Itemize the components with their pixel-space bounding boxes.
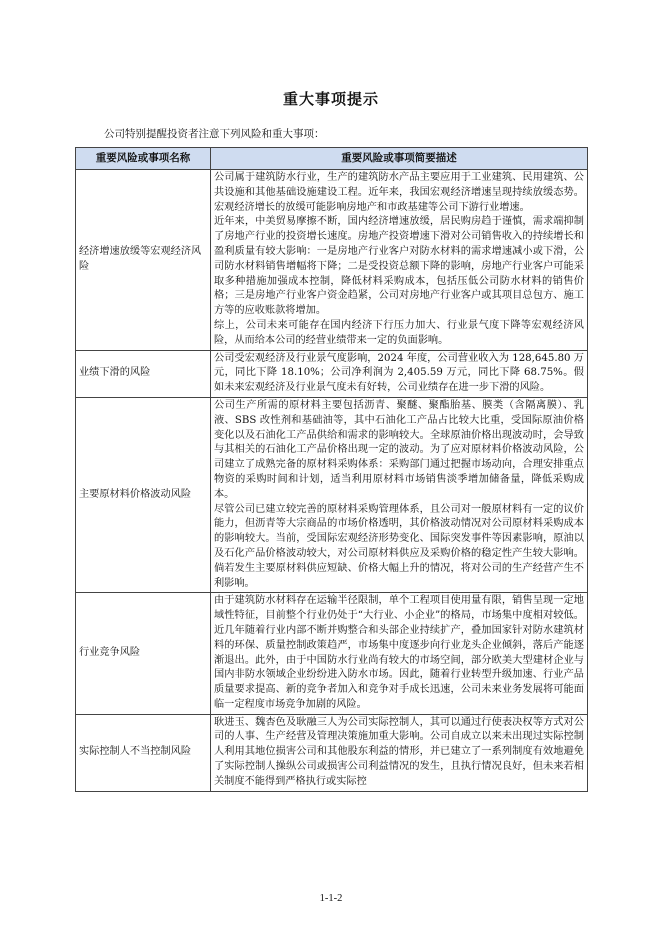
description-paragraph: 由于建筑防水材料存在运输半径限制，单个工程项目使用量有限，销售呈现一定地域性特征，目前整个行业仍处于“大行业、小企业”的格局，市场集中度相对较低。近几年随着行业内部不断并购整合和头部企业持续扩产，叠加国家针对防水建筑材料的环保、质量控制政策趋严，市场集中度逐步向行业龙头企业倾斜，落后产能逐渐退出。此外，由于中国防水行业尚有较大的市场空间，部分欧美大型建材企业与国内非防水领域企业纷纷进入防水市场。因此，随着行业转型升级加速、行业产品质量要求提高、新的竞争者加入和竞争对手成长迅速，公司未来业务发展将可能面临一定程度市场竞争加剧的风险。	[214, 595, 584, 710]
table-row	[76, 397, 588, 592]
header-risk-name: 重要风险或事项名称	[76, 148, 211, 170]
header-risk-description: 重要风险或事项简要描述	[211, 148, 588, 170]
risk-name: 实际控制人不当控制风险	[76, 714, 211, 791]
risk-description	[211, 593, 588, 714]
description-paragraph: 公司受宏观经济及行业景气度影响，2024 年度，公司营业收入为 128,645.80 万元，同比下降 18.10%；公司净利润为 2,405.59 万元，同比下降 68.75%。假如未来宏观经济及行业景气度未有好转，公司业绩存在进一步下滑的风险。	[214, 352, 584, 394]
risk-name: 经济增速放缓等宏观经济风险	[76, 170, 211, 351]
table-row	[76, 350, 588, 397]
description-paragraph: 尽管公司已建立较完善的原材料采购管理体系，且公司对一般原材料有一定的议价能力，但沥青等大宗商品的市场价格透明，其价格波动情况对公司原材料采购成本的影响较大。当前，受国际宏观经济形势变化、国际突发事件等因素影响，原油以及石化产品价格波动较大，对公司原材料供应及采购价格的稳定性产生较大影响。倘若发生主要原材料供应短缺、价格大幅上升的情况，将对公司的生产经营产生不利影响。	[214, 503, 584, 589]
page-number: 1-1-2	[319, 893, 343, 904]
risk-description	[211, 170, 588, 351]
table-header-row	[76, 148, 588, 170]
risk-table	[75, 147, 588, 792]
table-row	[76, 170, 588, 351]
description-paragraph: 公司生产所需的原材料主要包括沥青、聚醚、聚酯胎基、膜类（含隔离膜）、乳液、SBS 改性剂和基础油等，其中石油化工产品占比较大比重，受国际原油价格变化以及石油化工产品供给和需求的影响较大。全球原油价格出现波动时，会导致与其相关的石油化工产品价格出现一定的波动。为了应对原材料价格波动风险，公司建立了成熟完备的原材料采购体系：采购部门通过把握市场动向，合理安排重点物资的采购时间和计划，适当利用原材料市场销售淡季增加储备量，降低采购成本。	[214, 399, 584, 500]
description-paragraph: 近年来，中美贸易摩擦不断，国内经济增速放缓，居民购房趋于谨慎，需求端抑制了房地产行业的投资增长速度。房地产投资增速下滑对公司销售收入的持续增长和盈利质量有较大影响：一是房地产行业客户对防水材料的需求增速减小或下滑，公司防水材料销售增幅将下降；二是受投资总额下降的影响，房地产行业客户可能采取多种措施加强成本控制，降低材料采购成本，包括压低公司防水材料的销售价格；三是房地产行业客户资金趋紧，公司对房地产行业客户或其项目总包方、施工方等的应收账款将增加。	[214, 216, 584, 317]
description-paragraph: 公司属于建筑防水行业，生产的建筑防水产品主要应用于工业建筑、民用建筑、公共设施和其他基础设施建设工程。近年来，我国宏观经济增速呈现持续放缓态势。宏观经济增长的放缓可能影响房地产和市政基建等公司下游行业增速。	[214, 172, 584, 213]
table-row	[76, 714, 588, 791]
risk-description	[211, 350, 588, 397]
intro-text: 公司特别提醒投资者注意下列风险和重大事项：	[104, 128, 325, 140]
risk-description	[211, 397, 588, 592]
risk-name: 行业竞争风险	[76, 593, 211, 714]
page-title: 重大事项提示	[282, 90, 379, 108]
description-paragraph: 耿进玉、魏杏色及耿融三人为公司实际控制人，其可以通过行使表决权等方式对公司的人事、生产经营及管理决策施加重大影响。公司自成立以来未出现过实际控制人利用其地位损害公司和其他股东利益的情形，并已建立了一系列制度有效地避免了实际控制人操纵公司或损害公司利益情况的发生，且执行情况良好，但未来若相关制度不能得到严格执行或实际控	[214, 716, 584, 787]
table-row	[76, 593, 588, 714]
description-paragraph: 综上，公司未来可能存在国内经济下行压力加大、行业景气度下降等宏观经济风险，从而给本公司的经营业绩带来一定的负面影响。	[214, 319, 584, 346]
risk-name: 主要原材料价格波动风险	[76, 397, 211, 592]
risk-name: 业绩下滑的风险	[76, 350, 211, 397]
risk-description	[211, 714, 588, 791]
